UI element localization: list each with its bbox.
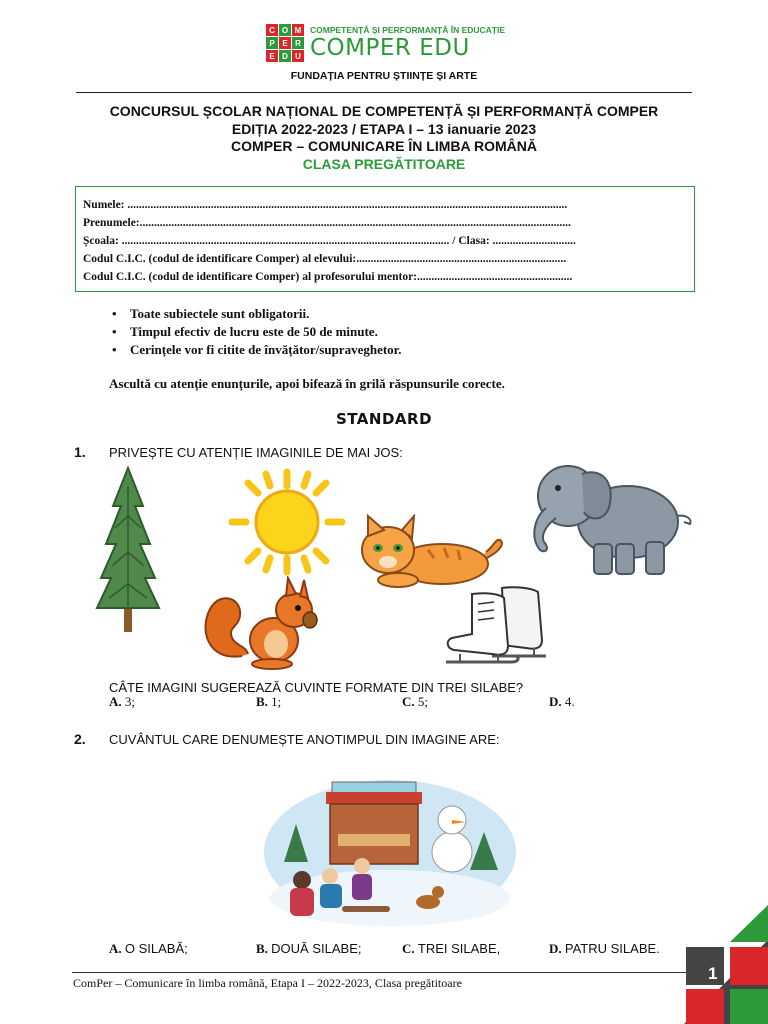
option-c[interactable] (402, 694, 428, 710)
option-letter: C. (402, 694, 415, 709)
page-number: 1 (708, 964, 718, 983)
option-letter: B. (256, 941, 268, 956)
class-line: CLASA PREGĂTITOARE (302, 155, 466, 172)
option-text: 4. (564, 694, 575, 709)
option-b[interactable] (256, 694, 281, 710)
rule-item: • Timpul efectiv de lucru este de 50 de minute. (112, 323, 402, 341)
cat-image (358, 514, 508, 590)
option-text: 3; (124, 694, 136, 709)
instruction-text: Ascultă cu atenție enunțurile, apoi bifează în grilă răspunsurile corecte. (109, 376, 505, 391)
student-code-field[interactable]: Codul C.I.C. (codul de identificare Comper) al elevului:......................................................................... (83, 253, 567, 265)
option-letter: D. (549, 941, 562, 956)
option-text: PATRU SILABE. (564, 941, 660, 956)
option-text: 1; (271, 694, 282, 709)
logo-letter: R (292, 37, 304, 49)
surname-field[interactable]: Prenumele:...................................................................................................................................................... (83, 217, 571, 229)
option-letter: B. (256, 694, 268, 709)
question-number: 1. (74, 444, 86, 460)
logo-name: COMPER EDU (310, 35, 470, 61)
option-letter: D. (549, 694, 562, 709)
option-a[interactable] (109, 941, 188, 957)
section-title: STANDARD (335, 410, 433, 428)
name-field[interactable]: Numele: ......................................................................................................................................................... (83, 199, 568, 211)
logo-letter: P (266, 37, 278, 49)
question-number: 2. (74, 731, 86, 747)
subject-line: COMPER – COMUNICARE ÎN LIMBA ROMÂNĂ (231, 138, 537, 154)
sun-image (226, 468, 348, 576)
option-letter: C. (402, 941, 415, 956)
footer-divider (72, 972, 712, 973)
foundation-name: FUNDAȚIA PENTRU ȘTIINȚE ȘI ARTE (290, 70, 478, 82)
squirrel-image (202, 576, 324, 670)
rules-list (112, 305, 402, 359)
logo-letter: O (279, 24, 291, 36)
contest-titles (0, 103, 768, 173)
rule-item: • Cerințele vor fi citite de învățător/supraveghetor. (112, 341, 402, 359)
rule-item: • Toate subiectele sunt obligatorii. (112, 305, 402, 323)
teacher-code-field[interactable]: Codul C.I.C. (codul de identificare Comper) al profesorului mentor:...................................................... (83, 271, 573, 283)
logo-tagline: COMPETENȚĂ ȘI PERFORMANȚĂ ÎN EDUCAȚIE (310, 25, 506, 35)
option-letter: A. (109, 941, 122, 956)
edition-line: EDIȚIA 2022-2023 / ETAPA I – 13 ianuarie 2023 (231, 120, 537, 137)
option-text: TREI SILABE, (417, 941, 501, 956)
option-d[interactable] (549, 694, 575, 710)
corner-decoration (684, 905, 768, 1024)
ice-skates-image (442, 584, 548, 668)
winter-scene-image (262, 752, 518, 926)
header-divider (76, 92, 692, 93)
footer-text: ComPer – Comunicare în limba română, Etapa I – 2022-2023, Clasa pregătitoare (73, 976, 462, 990)
identification-box (75, 186, 695, 292)
option-text: DOUĂ SILABE; (271, 941, 362, 956)
option-text: O SILABĂ; (124, 941, 188, 956)
school-class-field[interactable]: Școala: .................................................................................................................. / Clasa: ............................. (83, 235, 576, 247)
option-text: 5; (417, 694, 429, 709)
option-b[interactable] (256, 941, 361, 957)
logo-letter: C (266, 24, 278, 36)
option-a[interactable] (109, 694, 135, 710)
option-c[interactable] (402, 941, 500, 957)
option-d[interactable] (549, 941, 660, 957)
logo-letter: M (292, 24, 304, 36)
question-prompt: CUVÂNTUL CARE DENUMEȘTE ANOTIMPUL DIN IMAGINE ARE: (109, 732, 500, 747)
logo-letter: E (279, 37, 291, 49)
logo-letter: D (279, 50, 291, 62)
comper-logo (266, 24, 516, 64)
contest-title: CONCURSUL ȘCOLAR NAȚIONAL DE COMPETENȚĂ ȘI PERFORMANȚĂ COMPER (109, 103, 659, 119)
logo-mark (266, 24, 304, 62)
tree-image (95, 466, 161, 634)
logo-letter: E (266, 50, 278, 62)
question-prompt: PRIVEȘTE CU ATENȚIE IMAGINILE DE MAI JOS: (109, 445, 403, 460)
elephant-image (528, 458, 694, 578)
option-letter: A. (109, 694, 122, 709)
question-text: CÂTE IMAGINI SUGEREAZĂ CUVINTE FORMATE DIN TREI SILABE? (109, 680, 524, 695)
logo-letter: U (292, 50, 304, 62)
